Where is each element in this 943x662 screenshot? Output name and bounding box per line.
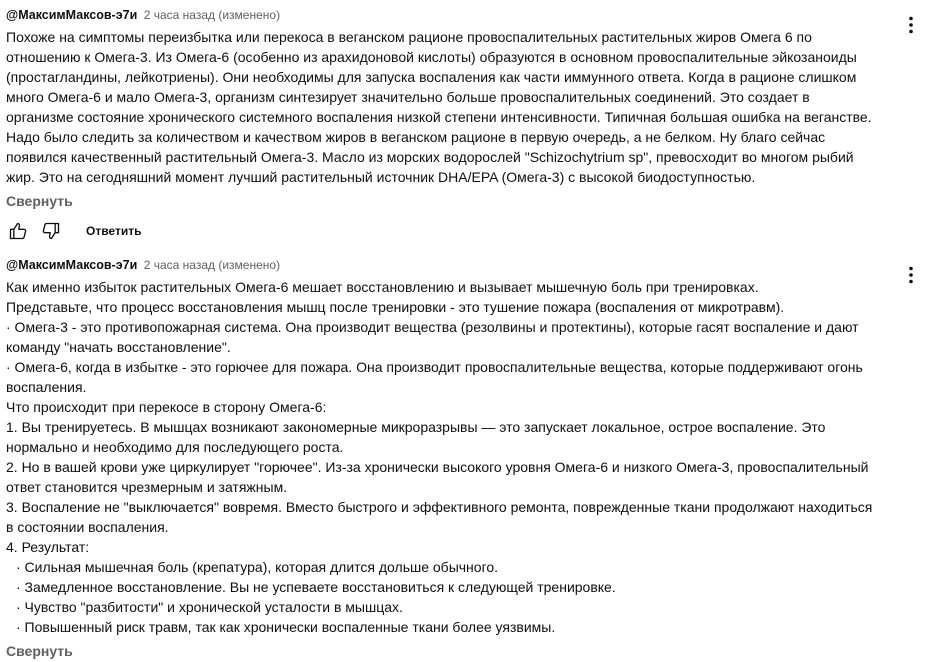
comment-author[interactable]: @МаксимМаксов-э7и (6, 8, 138, 22)
comment-menu-button[interactable] (900, 263, 922, 287)
comment-text-line: 1. Вы тренируетесь. В мышцах возникают закономерные микроразрывы — это запускает локальное, острое воспаление. Это (6, 419, 826, 435)
comment-text-line: · Замедленное восстановление. Вы не успеваете восстановиться к следующей тренировке. (16, 579, 616, 595)
comment-text (6, 277, 906, 637)
more-vertical-icon (908, 266, 914, 284)
comment-timestamp[interactable]: 2 часа назад (изменено) (143, 258, 281, 272)
comment-text-line: нормально и необходимо для последующего роста. (6, 439, 344, 455)
thumb-down-icon (41, 221, 61, 241)
comment-text-line: Как именно избыток растительных Омега-6 мешает восстановлению и вызывает мышечную боль при тренировках. (6, 279, 759, 295)
comment-text-line: много Омега-6 и мало Омега-3, организм синтезирует значительно больше провоспалительных соединений. Это создает в (6, 89, 810, 105)
comment-text-line: · Сильная мышечная боль (крепатура), которая длится дольше обычного. (16, 559, 499, 575)
comment-header (6, 6, 906, 24)
comment-text-line: воспаления. (6, 379, 87, 395)
comment-text-line: 2. Но в вашей крови уже циркулирует "горючее". Из-за хронически высокого уровня Омега-6 и низкого Омега-3, провоспалительный (6, 459, 869, 475)
comment (6, 256, 906, 661)
thumb-up-icon (8, 221, 28, 241)
collapse-button[interactable]: Свернуть (6, 643, 73, 659)
comment-text (6, 27, 906, 187)
comment-text-line: Похоже на симптомы переизбытка или перекоса в веганском рационе провоспалительных растительных жиров Омега 6 по (6, 29, 812, 45)
comment-header (6, 256, 906, 274)
comment-text-line: появился качественный растительный Омега-3. Масло из морских водорослей "Schizochytrium sp", превосходит во многом рыбий (6, 149, 854, 165)
comment-text-line: ответ становится чрезмерным и затяжным. (6, 479, 288, 495)
comment-text-line: команду "начать восстановление". (6, 339, 231, 355)
comment-actions (6, 219, 906, 243)
collapse-button[interactable]: Свернуть (6, 193, 73, 209)
comment (6, 6, 906, 243)
comment-author[interactable]: @МаксимМаксов-э7и (6, 258, 138, 272)
like-button[interactable] (6, 219, 30, 243)
comment-text-line: Надо было следить за количеством и качеством жиров в веганском рационе в первую очередь, а не белком. Ну благо сейчас (6, 129, 826, 145)
comment-text-line: организме состояние хронического системного воспаления низкой степени интенсивности. Типичная большая ошибка на веганстве. (6, 109, 872, 125)
comment-text-line: (простагландины, лейкотриены). Они необходимы для запуска воспаления как части иммунного ответа. Когда в рационе слишком (6, 69, 857, 85)
comment-text-line: отношению к Омега-3. Из Омега-6 (особенно из арахидоновой кислоты) образуются в основном провоспалительные эйкозаноиды (6, 49, 857, 65)
reply-button[interactable]: Ответить (86, 224, 142, 238)
comment-text-line: жир. Это на сегодняшний момент лучший растительный источник DHA/EPA (Омега-3) с высокой биодоступностью. (6, 169, 756, 185)
comment-text-line: в состоянии воспаления. (6, 519, 169, 535)
comment-text-line: 3. Воспаление не "выключается" вовремя. Вместо быстрого и эффективного ремонта, поврежденные ткани продолжают находиться (6, 499, 873, 515)
comment-text-line: · Чувство "разбитости" и хронической усталости в мышцах. (16, 599, 403, 615)
comment-menu-button[interactable] (900, 13, 922, 37)
comment-timestamp[interactable]: 2 часа назад (изменено) (143, 8, 281, 22)
dislike-button[interactable] (39, 219, 63, 243)
comment-text-line: Что происходит при перекосе в сторону Омега-6: (6, 399, 327, 415)
comment-text-line: Представьте, что процесс восстановления мышц после тренировки - это тушение пожара (воспаления от микротравм). (6, 299, 785, 315)
comment-text-line: 4. Результат: (6, 539, 90, 555)
comment-text-line: · Омега-6, когда в избытке - это горючее для пожара. Она производит провоспалительные вещества, которые поддерживают огонь (6, 359, 863, 375)
comment-text-line: · Омега-3 - это противопожарная система. Она производит вещества (резолвины и протектины), которые гасят воспаление и дают (6, 319, 859, 335)
more-vertical-icon (908, 16, 914, 34)
comment-text-line: · Повышенный риск травм, так как хронически воспаленные ткани более уязвимы. (16, 619, 556, 635)
